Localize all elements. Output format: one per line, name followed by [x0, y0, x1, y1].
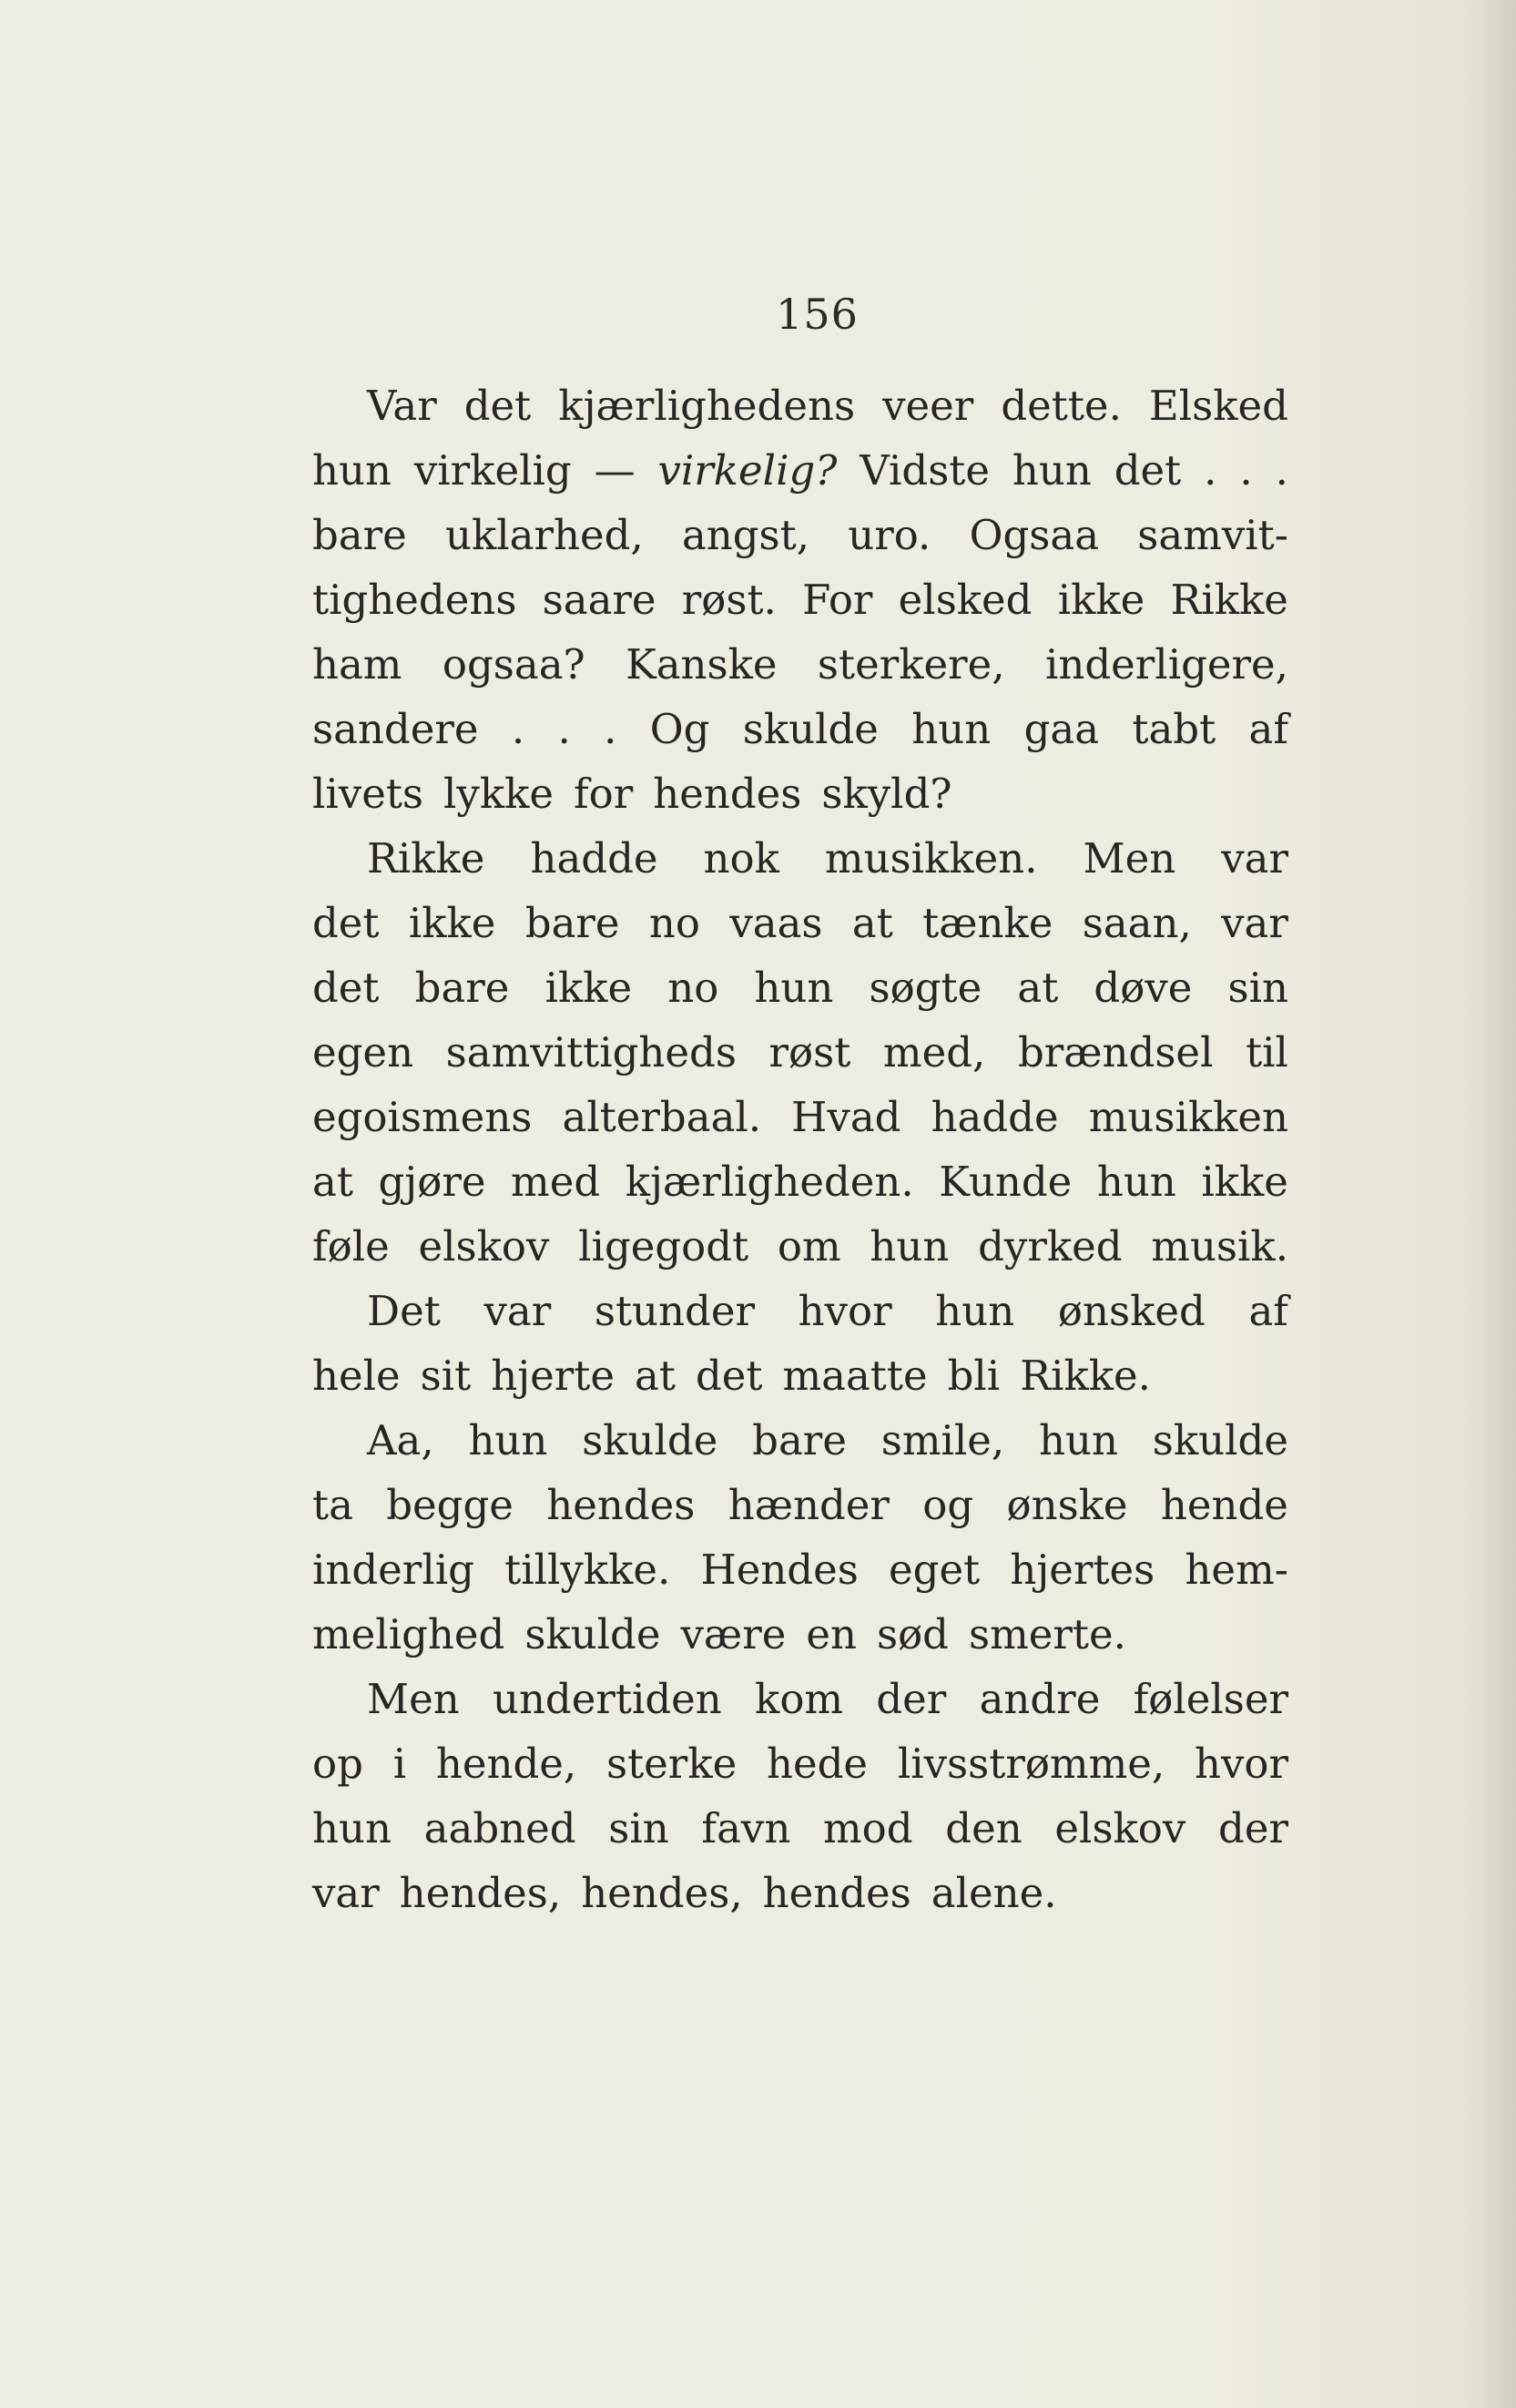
text-line: [312, 1020, 1288, 1085]
word: og: [922, 1481, 974, 1529]
word: det: [312, 899, 380, 947]
word: inderligere,: [1044, 640, 1288, 689]
word: sandere: [312, 705, 479, 753]
word: .: [1239, 446, 1253, 495]
word: Kunde: [939, 1158, 1073, 1206]
text-line: [312, 697, 1288, 761]
word: Hendes: [700, 1546, 859, 1594]
word: no: [648, 899, 700, 947]
text-line: [312, 1214, 1288, 1279]
word: livets: [312, 770, 424, 818]
text-line: [312, 1149, 1288, 1214]
word: hun: [1096, 1158, 1176, 1206]
text-line: [312, 955, 1288, 1020]
word: .: [604, 705, 617, 753]
word: hede: [767, 1740, 869, 1788]
word: egoismens: [312, 1093, 533, 1141]
word: det: [1114, 446, 1182, 495]
word: begge: [386, 1481, 514, 1529]
word: uklarhed,: [445, 511, 644, 559]
word: hun: [312, 1804, 392, 1852]
word: ønsked: [1057, 1287, 1206, 1335]
word: aabned: [423, 1804, 576, 1852]
word: bare: [414, 964, 510, 1012]
word: det: [312, 964, 380, 1012]
text-line: [312, 438, 1288, 503]
word: .: [1204, 446, 1217, 495]
word: kjærligheden.: [625, 1158, 914, 1206]
word: føle: [312, 1222, 390, 1270]
word: .: [1275, 446, 1288, 495]
word: sød: [877, 1610, 949, 1658]
word: Rikke.: [1020, 1352, 1151, 1400]
word: bli: [947, 1352, 1001, 1400]
word: af: [1248, 1287, 1288, 1335]
word: musik.: [1151, 1222, 1288, 1270]
text-line: [312, 1537, 1288, 1602]
word: favn: [701, 1804, 791, 1852]
word: egen: [312, 1028, 414, 1076]
word: hendes,: [399, 1869, 562, 1917]
word: veer: [882, 382, 974, 430]
word: elsked: [898, 576, 1033, 624]
word: eget: [889, 1546, 981, 1594]
text-line: [312, 1861, 1288, 1925]
word: sit: [420, 1352, 472, 1400]
word: Vidste: [860, 446, 991, 495]
word: skulde: [742, 705, 879, 753]
word: Rikke: [1170, 576, 1288, 624]
word: gjøre: [378, 1158, 486, 1206]
word: saare: [542, 576, 656, 624]
word: hjerte: [491, 1352, 616, 1400]
word: var: [1221, 899, 1288, 947]
word: Kanske: [626, 640, 778, 689]
word: smerte.: [969, 1610, 1126, 1658]
word: ogsaa?: [442, 640, 585, 689]
text-line: [312, 826, 1288, 891]
text-line: [312, 632, 1288, 697]
word: Elsked: [1148, 382, 1288, 430]
word: ikke: [1057, 576, 1145, 624]
word: Men: [1083, 834, 1176, 883]
word: ta: [312, 1481, 353, 1529]
word: hun: [312, 446, 392, 495]
word: alene.: [931, 1869, 1057, 1917]
word: Hvad: [791, 1093, 901, 1141]
word: melighed: [312, 1610, 505, 1658]
word: en: [806, 1610, 857, 1658]
word: samvit-: [1137, 511, 1288, 559]
word: skulde: [582, 1416, 718, 1464]
word: nok: [703, 834, 779, 883]
word: hende,: [435, 1740, 577, 1788]
word: om: [777, 1222, 841, 1270]
word: hvor: [798, 1287, 892, 1335]
word: ikke: [408, 899, 496, 947]
word: brændsel: [1017, 1028, 1214, 1076]
word: —: [594, 446, 636, 495]
word: Det: [367, 1287, 441, 1335]
word: hun: [754, 964, 834, 1012]
word: .: [511, 705, 525, 753]
word: tillykke.: [504, 1546, 671, 1594]
word: Rikke: [367, 834, 485, 883]
text-line: [312, 567, 1288, 632]
word: undertiden: [492, 1675, 722, 1723]
word: være: [680, 1610, 787, 1658]
word: der: [876, 1675, 947, 1723]
word: var: [1221, 834, 1288, 883]
word: tabt: [1132, 705, 1216, 753]
word: hadde: [931, 1093, 1059, 1141]
word: hun: [468, 1416, 548, 1464]
text-line: [312, 1796, 1288, 1861]
word: musikken.: [824, 834, 1038, 883]
word: ønske: [1006, 1481, 1128, 1529]
word: hendes: [762, 1869, 911, 1917]
page-number: 156: [776, 290, 859, 339]
word: skulde: [524, 1610, 661, 1658]
word: for: [574, 770, 634, 818]
word: ham: [312, 640, 402, 689]
word: at: [1017, 964, 1059, 1012]
word: bare: [752, 1416, 847, 1464]
word: samvittigheds: [445, 1028, 737, 1076]
word: uro.: [848, 511, 931, 559]
word: var: [312, 1869, 380, 1917]
word: hun: [1039, 1416, 1118, 1464]
word: røst.: [681, 576, 777, 624]
word: hun: [935, 1287, 1015, 1335]
word: hvor: [1194, 1740, 1288, 1788]
word: bare: [312, 511, 407, 559]
word: hem-: [1185, 1546, 1288, 1594]
word: at: [635, 1352, 676, 1400]
word: no: [667, 964, 719, 1012]
word: kom: [755, 1675, 844, 1723]
word: det: [695, 1352, 763, 1400]
word: med,: [882, 1028, 986, 1076]
word: hun: [911, 705, 992, 753]
text-line: [312, 1602, 1288, 1667]
word: hendes,: [581, 1869, 743, 1917]
page-edge-shadow: [1480, 0, 1516, 2408]
word: vaas: [729, 899, 823, 947]
word: skulde: [1152, 1416, 1288, 1464]
word: døve: [1094, 964, 1193, 1012]
word: hendes: [653, 770, 802, 818]
word: røst: [768, 1028, 851, 1076]
word: op: [312, 1740, 363, 1788]
word: Og: [649, 705, 710, 753]
text-line: [312, 1408, 1288, 1473]
word: virkelig?: [657, 446, 838, 495]
word: gaa: [1023, 705, 1100, 753]
word: Ogsaa: [969, 511, 1100, 559]
word: hun: [1012, 446, 1092, 495]
word: hendes: [546, 1481, 696, 1529]
word: stunder: [594, 1287, 755, 1335]
word: hjertes: [1010, 1546, 1155, 1594]
text-line: [312, 891, 1288, 955]
word: inderlig: [312, 1546, 474, 1594]
word: Aa,: [367, 1416, 434, 1464]
word: livsstrømme,: [897, 1740, 1165, 1788]
word: at: [851, 899, 893, 947]
text-line: [312, 1343, 1288, 1408]
word: sterke: [606, 1740, 738, 1788]
word: Men: [367, 1675, 460, 1723]
text-line: [312, 1279, 1288, 1343]
word: i: [392, 1740, 407, 1788]
word: elskov: [418, 1222, 550, 1270]
word: det: [463, 382, 532, 430]
word: lykke: [443, 770, 554, 818]
word: For: [802, 576, 873, 624]
word: dyrked: [978, 1222, 1123, 1270]
word: med: [511, 1158, 601, 1206]
text-line: [312, 1731, 1288, 1796]
word: alterbaal.: [562, 1093, 762, 1141]
word: virkelig: [413, 446, 572, 495]
word: saan,: [1082, 899, 1192, 947]
word: maatte: [782, 1352, 928, 1400]
text-line: [312, 761, 1288, 826]
word: tighedens: [312, 576, 517, 624]
word: ikke: [544, 964, 633, 1012]
word: sin: [608, 1804, 669, 1852]
word: tænke: [922, 899, 1053, 947]
word: hele: [312, 1352, 401, 1400]
text-line: [312, 1667, 1288, 1731]
word: at: [312, 1158, 353, 1206]
word: bare: [524, 899, 620, 947]
word: af: [1248, 705, 1288, 753]
word: sterkere,: [817, 640, 1005, 689]
word: mod: [823, 1804, 913, 1852]
word: skyld?: [821, 770, 952, 818]
word: hænder: [727, 1481, 890, 1529]
word: der: [1218, 1804, 1288, 1852]
word: musikken: [1088, 1093, 1288, 1141]
word: ligegodt: [578, 1222, 749, 1270]
word: var: [483, 1287, 552, 1335]
word: smile,: [880, 1416, 1005, 1464]
word: Var: [367, 382, 437, 430]
word: dette.: [1001, 382, 1122, 430]
word: andre: [979, 1675, 1101, 1723]
word: søgte: [869, 964, 982, 1012]
body-text: [312, 373, 1288, 1925]
word: hun: [870, 1222, 950, 1270]
word: hadde: [530, 834, 658, 883]
word: den: [945, 1804, 1023, 1852]
text-line: [312, 1085, 1288, 1149]
word: til: [1246, 1028, 1288, 1076]
word: sin: [1227, 964, 1288, 1012]
text-line: [312, 373, 1288, 438]
word: angst,: [681, 511, 810, 559]
word: ikke: [1201, 1158, 1288, 1206]
word: kjærlighedens: [558, 382, 856, 430]
word: følelser: [1133, 1675, 1288, 1723]
word: elskov: [1054, 1804, 1186, 1852]
word: hende: [1160, 1481, 1288, 1529]
word: .: [557, 705, 571, 753]
text-line: [312, 1473, 1288, 1537]
text-line: [312, 503, 1288, 567]
